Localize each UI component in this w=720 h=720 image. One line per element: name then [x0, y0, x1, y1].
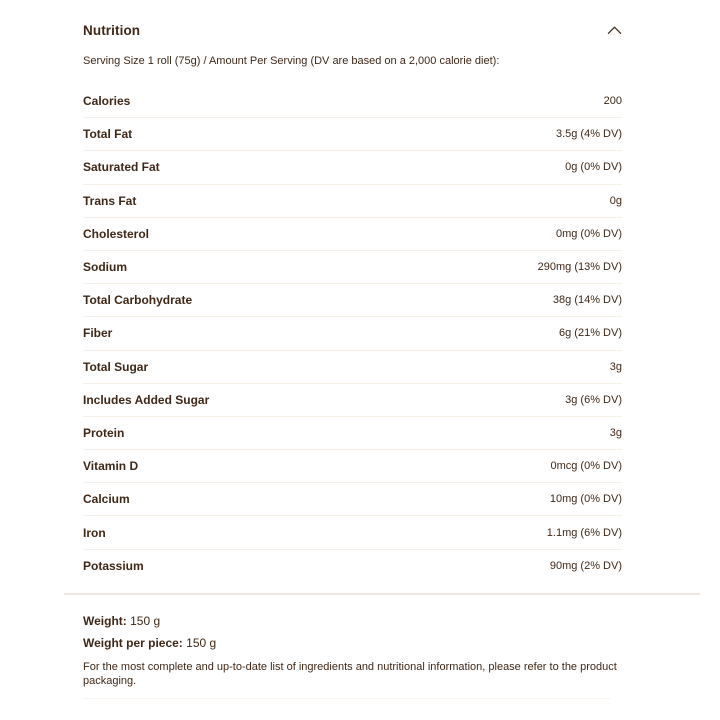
- serving-size-info: Serving Size 1 roll (75g) / Amount Per Serving (DV are based on a 2,000 calorie diet):: [83, 55, 500, 67]
- nutrient-value: 0g (0% DV): [565, 161, 622, 174]
- nutrient-value: 0g: [609, 194, 622, 207]
- weight-line: [83, 610, 622, 632]
- section-divider: [64, 593, 700, 595]
- nutrient-value: 38g (14% DV): [552, 294, 622, 307]
- weight-per-piece-label: Weight per piece:: [83, 635, 183, 650]
- nutrient-label: Potassium: [83, 559, 144, 574]
- weight-label: Weight:: [83, 613, 127, 628]
- nutrient-value: 3g: [609, 426, 622, 439]
- weight-per-piece-value: 150 g: [186, 635, 217, 650]
- nutrition-row: [83, 317, 622, 350]
- nutrient-label: Total Sugar: [83, 359, 149, 374]
- weight-value: 150 g: [130, 613, 161, 628]
- weight-block: [83, 610, 622, 654]
- nutrient-label: Protein: [83, 425, 125, 440]
- nutrient-value: 90mg (2% DV): [549, 560, 622, 573]
- nutrient-label: Saturated Fat: [83, 160, 160, 175]
- nutrition-row: [83, 218, 622, 251]
- nutrition-table: [83, 85, 622, 583]
- nutrient-label: Trans Fat: [83, 193, 137, 208]
- nutrition-row: [83, 185, 622, 218]
- nutrition-row: [83, 483, 622, 516]
- nutrient-value: 10mg (0% DV): [549, 493, 622, 506]
- nutrition-accordion-header[interactable]: [83, 22, 622, 38]
- nutrient-label: Total Carbohydrate: [83, 293, 193, 308]
- nutrition-row: [83, 118, 622, 151]
- nutrient-label: Includes Added Sugar: [83, 392, 210, 407]
- nutrient-label: Cholesterol: [83, 226, 150, 241]
- nutrient-label: Calcium: [83, 492, 130, 507]
- nutrition-row: [83, 151, 622, 184]
- nutrient-label: Sodium: [83, 260, 127, 275]
- nutrient-label: Total Fat: [83, 127, 133, 142]
- packaging-disclaimer: For the most complete and up-to-date list of ingredients and nutritional information, please refer to the product packaging.: [83, 660, 617, 687]
- nutrient-value: 0mg (0% DV): [555, 227, 622, 240]
- nutrient-label: Fiber: [83, 326, 113, 341]
- nutrient-value: 3g (6% DV): [565, 393, 622, 406]
- nutrition-row: [83, 284, 622, 317]
- nutrition-row: [83, 384, 622, 417]
- nutrient-value: 3.5g (4% DV): [555, 128, 622, 141]
- section-title: Nutrition: [83, 22, 141, 38]
- chevron-up-icon[interactable]: [607, 25, 622, 35]
- nutrient-value: 290mg (13% DV): [537, 261, 622, 274]
- bottom-divider: [83, 698, 610, 699]
- nutrition-row: [83, 516, 622, 549]
- nutrition-row: [83, 351, 622, 384]
- nutrition-row: [83, 550, 622, 583]
- nutrient-value: 3g: [609, 360, 622, 373]
- nutrition-row: [83, 417, 622, 450]
- nutrition-row: [83, 450, 622, 483]
- nutrient-label: Vitamin D: [83, 459, 139, 474]
- nutrient-value: 1.1mg (6% DV): [546, 526, 622, 539]
- nutrient-label: Iron: [83, 525, 106, 540]
- nutrient-value: 0mcg (0% DV): [550, 460, 622, 473]
- weight-per-piece-line: [83, 632, 622, 654]
- nutrition-row: [83, 251, 622, 284]
- nutrient-value: 200: [603, 95, 622, 108]
- nutrient-value: 6g (21% DV): [559, 327, 622, 340]
- nutrient-label: Calories: [83, 94, 131, 109]
- nutrition-row: [83, 85, 622, 118]
